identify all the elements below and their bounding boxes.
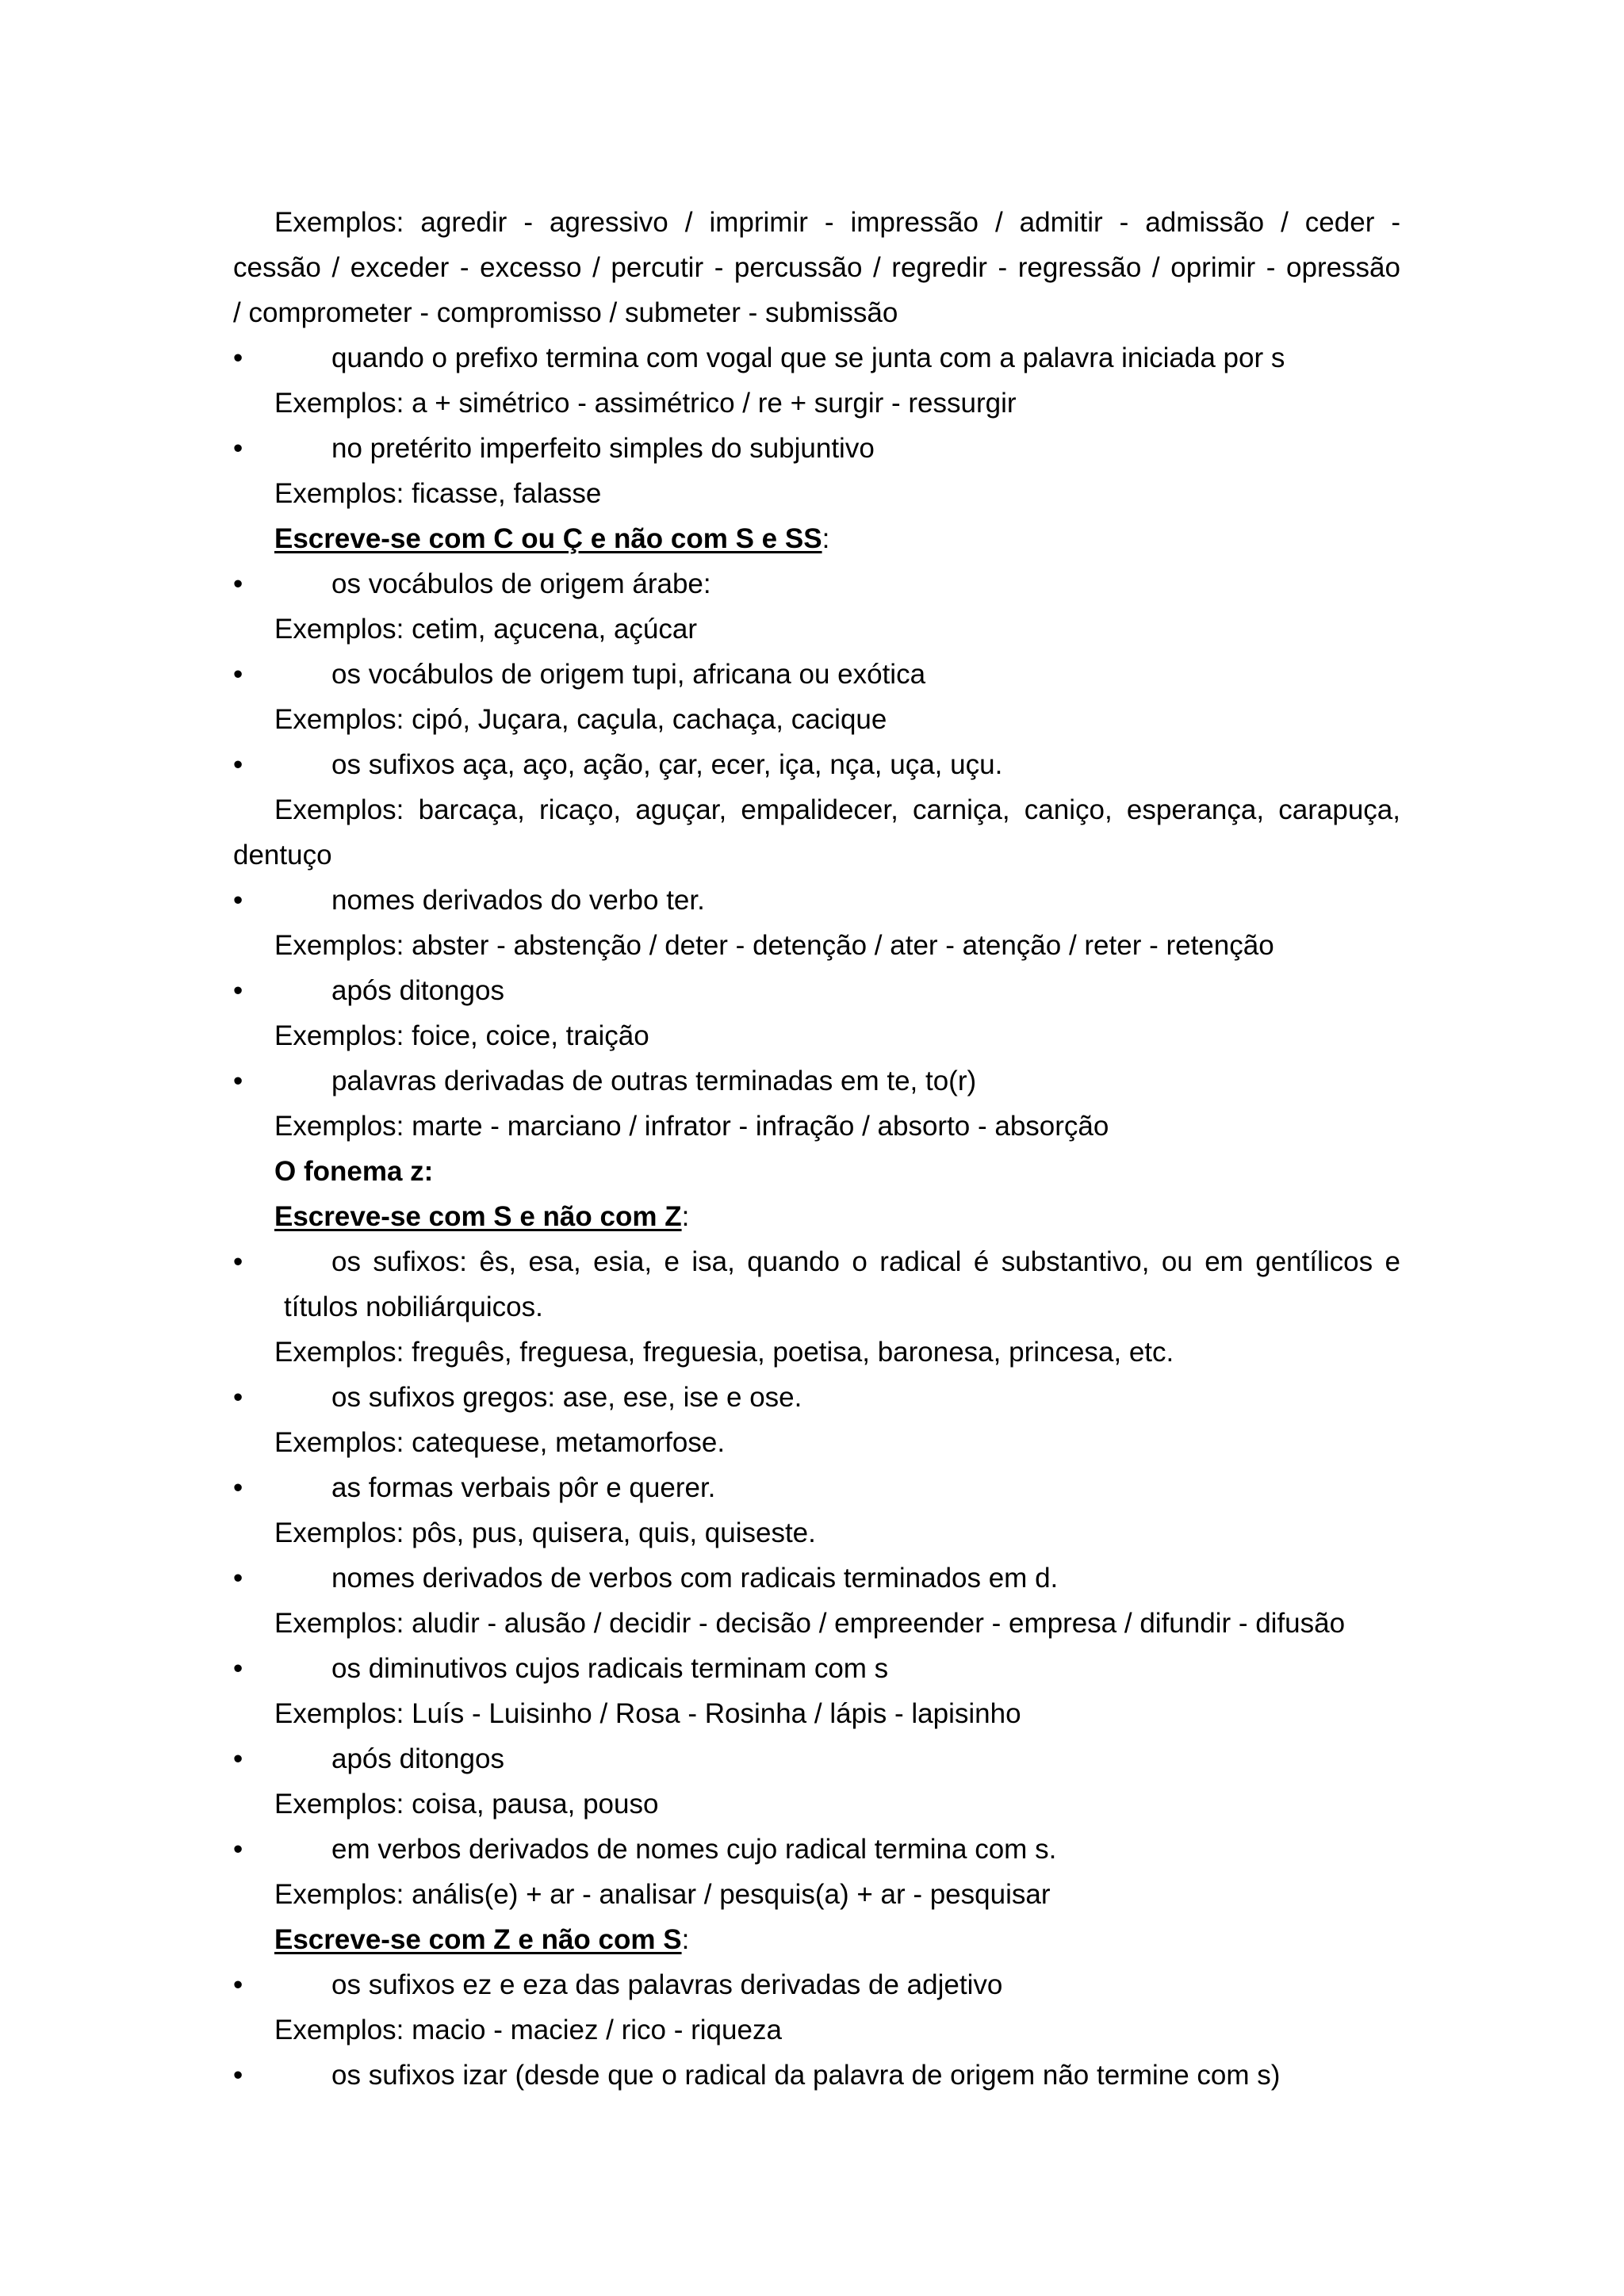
example-line: Exemplos: marte - marciano / infrator - infração / absorto - absorção (274, 1111, 1109, 1142)
bullet-icon: • (233, 1472, 243, 1503)
bullet-icon: • (233, 433, 243, 464)
heading-colon: : (681, 1924, 690, 1955)
bullet-item (233, 1556, 1400, 1601)
bullet-item (233, 1375, 1400, 1420)
bullet-text: quando o prefixo termina com vogal que se junta com a palavra iniciada por s (331, 342, 1285, 373)
bullet-icon: • (233, 1969, 243, 2000)
bullet-text: palavras derivadas de outras terminadas em te, to(r) (331, 1066, 977, 1096)
example-line: Exemplos: a + simétrico - assimétrico / re + surgir - ressurgir (274, 388, 1017, 419)
bullet-text: os sufixos gregos: ase, ese, ise e ose. (331, 1382, 802, 1413)
bullet-icon: • (233, 1563, 243, 1594)
bullet-text: os sufixos: ês, esa, esia, e isa, quando o radical é substantivo, ou em gentílicos e (331, 1246, 1400, 1277)
section-heading-text: Escreve-se com C ou Ç e não com S e SS (274, 523, 822, 554)
example-line: Exemplos: anális(e) + ar - analisar / pesquis(a) + ar - pesquisar (274, 1879, 1051, 1910)
section-heading (233, 1917, 1400, 1962)
bullet-text: as formas verbais pôr e querer. (331, 1472, 716, 1503)
bullet-text-continued: títulos nobiliárquicos. (284, 1292, 543, 1322)
bullet-text: os diminutivos cujos radicais terminam com s (331, 1653, 889, 1684)
bullet-icon: • (233, 749, 243, 780)
bullet-text: os sufixos izar (desde que o radical da palavra de origem não termine com s) (331, 2060, 1281, 2091)
bullet-text: os vocábulos de origem árabe: (331, 568, 711, 599)
section-heading (233, 516, 1400, 561)
section-heading (233, 1194, 1400, 1239)
bullet-text: os sufixos aça, aço, ação, çar, ecer, iça, nça, uça, uçu. (331, 749, 1003, 780)
example-line-continued: dentuço (233, 840, 332, 871)
example-line: Exemplos: cetim, açucena, açúcar (274, 614, 698, 645)
bullet-icon: • (233, 1066, 243, 1096)
bullet-item (233, 1465, 1400, 1510)
bullet-icon: • (233, 1653, 243, 1684)
bullet-item (233, 1058, 1400, 1104)
example-line: Exemplos: barcaça, ricaço, aguçar, empalidecer, carniça, caniço, esperança, carapuça, (274, 794, 1400, 825)
example-line: Exemplos: macio - maciez / rico - riqueza (274, 2015, 782, 2045)
bullet-item (233, 561, 1400, 607)
bullet-icon: • (233, 885, 243, 916)
bullet-text: os vocábulos de origem tupi, africana ou exótica (331, 659, 926, 690)
example-line: Exemplos: Luís - Luisinho / Rosa - Rosinha / lápis - lapisinho (274, 1698, 1021, 1729)
bullet-item (233, 1239, 1400, 1284)
bullet-item (233, 742, 1400, 787)
bullet-text: em verbos derivados de nomes cujo radical termina com s. (331, 1834, 1057, 1865)
example-line: Exemplos: abster - abstenção / deter - detenção / ater - atenção / reter - retenção (274, 930, 1274, 961)
heading-colon: : (681, 1201, 690, 1232)
bullet-text: após ditongos (331, 975, 504, 1006)
bullet-item (233, 2053, 1400, 2098)
subsection-title: O fonema z: (274, 1156, 434, 1187)
example-line: Exemplos: foice, coice, traição (274, 1020, 649, 1051)
bullet-icon: • (233, 342, 243, 373)
bullet-item (233, 1962, 1400, 2007)
example-line-continued: cessão / exceder - excesso / percutir - percussão / regredir - regressão / oprimir - opressão (233, 252, 1400, 283)
example-line: Exemplos: cipó, Juçara, caçula, cachaça, cacique (274, 704, 887, 735)
example-line: Exemplos: pôs, pus, quisera, quis, quiseste. (274, 1517, 816, 1548)
heading-colon: : (822, 523, 830, 554)
bullet-item (233, 1736, 1400, 1781)
bullet-icon: • (233, 1743, 243, 1774)
bullet-item (233, 1646, 1400, 1691)
bullet-icon: • (233, 2060, 243, 2091)
bullet-item (233, 426, 1400, 471)
example-line: Exemplos: agredir - agressivo / imprimir - impressão / admitir - admissão / ceder - (274, 207, 1400, 238)
example-line: Exemplos: aludir - alusão / decidir - decisão / empreender - empresa / difundir - difusão (274, 1608, 1346, 1639)
example-line-continued: / comprometer - compromisso / submeter - submissão (233, 297, 898, 328)
bullet-text: os sufixos ez e eza das palavras derivadas de adjetivo (331, 1969, 1003, 2000)
bullet-text: após ditongos (331, 1743, 504, 1774)
section-heading-text: Escreve-se com Z e não com S (274, 1924, 682, 1955)
bullet-text: nomes derivados do verbo ter. (331, 885, 705, 916)
bullet-icon: • (233, 1382, 243, 1413)
bullet-icon: • (233, 568, 243, 599)
bullet-icon: • (233, 1246, 243, 1277)
example-line: Exemplos: catequese, metamorfose. (274, 1427, 726, 1458)
bullet-icon: • (233, 1834, 243, 1865)
bullet-item (233, 968, 1400, 1013)
bullet-item (233, 878, 1400, 923)
bullet-item (233, 1827, 1400, 1872)
example-line: Exemplos: freguês, freguesa, freguesia, poetisa, baronesa, princesa, etc. (274, 1337, 1174, 1368)
bullet-item (233, 652, 1400, 697)
document-body (233, 200, 1400, 2098)
bullet-text: no pretérito imperfeito simples do subjuntivo (331, 433, 875, 464)
example-line: Exemplos: ficasse, falasse (274, 478, 602, 509)
section-heading-text: Escreve-se com S e não com Z (274, 1201, 682, 1232)
bullet-icon: • (233, 975, 243, 1006)
example-line: Exemplos: coisa, pausa, pouso (274, 1789, 659, 1820)
bullet-icon: • (233, 659, 243, 690)
bullet-item (233, 335, 1400, 381)
bullet-text: nomes derivados de verbos com radicais terminados em d. (331, 1563, 1059, 1594)
